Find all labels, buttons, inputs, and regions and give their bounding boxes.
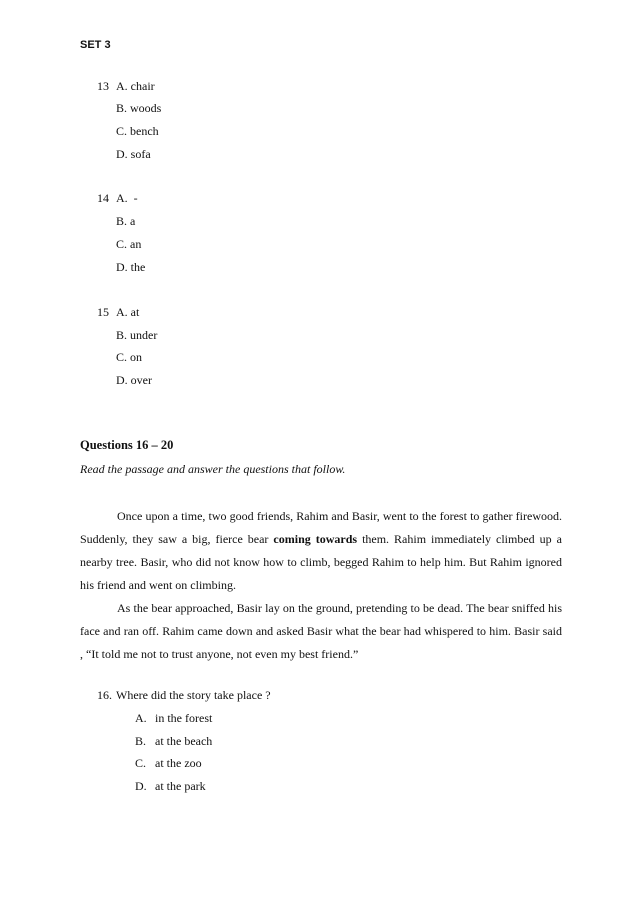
question-number: 14 [97, 191, 109, 205]
option-a: A. at [116, 305, 140, 319]
option-c: C. at the zoo [135, 756, 202, 770]
option-d: D. the [116, 260, 146, 274]
option-a: A. in the forest [135, 711, 213, 725]
option-c: C. on [116, 350, 143, 364]
question-number: 16. [97, 688, 112, 702]
section-instruction: Read the passage and answer the questions that follow. [80, 462, 346, 476]
option-c: C. an [116, 237, 142, 251]
question-number: 15 [97, 305, 109, 319]
option-a: A. chair [116, 79, 155, 93]
option-c: C. bench [116, 124, 159, 138]
option-d: D. sofa [116, 147, 151, 161]
set-label: SET 3 [80, 39, 111, 51]
passage-paragraph-2: As the bear approached, Basir lay on the ground, pretending to be dead. The bear sniffed his face and ran off. Rahim came down and asked Basir what the bear had whispered to him. Basir said , “It told me not to trust anyone, not even my best friend.” [80, 601, 562, 661]
option-b: B. at the beach [135, 734, 213, 748]
option-b: B. woods [116, 101, 162, 115]
passage-paragraph-1: Once upon a time, two good friends, Rahim and Basir, went to the forest to gather firewood. Suddenly, they saw a big, fierce bear coming towards them. Rahim immediately climbed up a nearby tree. Basir, who did not know how to climb, begged Rahim to help him. But Rahim ignored his friend and went on climbing. [80, 509, 562, 592]
question-number: 13 [97, 79, 109, 93]
option-b: B. under [116, 328, 158, 342]
option-a: A. - [116, 191, 138, 205]
option-d: D. over [116, 373, 152, 387]
bold-phrase: coming towards [273, 532, 358, 546]
option-b: B. a [116, 214, 136, 228]
question-text: Where did the story take place ? [116, 688, 271, 702]
option-d: D. at the park [135, 779, 206, 793]
reading-passage [80, 505, 562, 666]
section-heading: Questions 16 – 20 [80, 438, 174, 452]
